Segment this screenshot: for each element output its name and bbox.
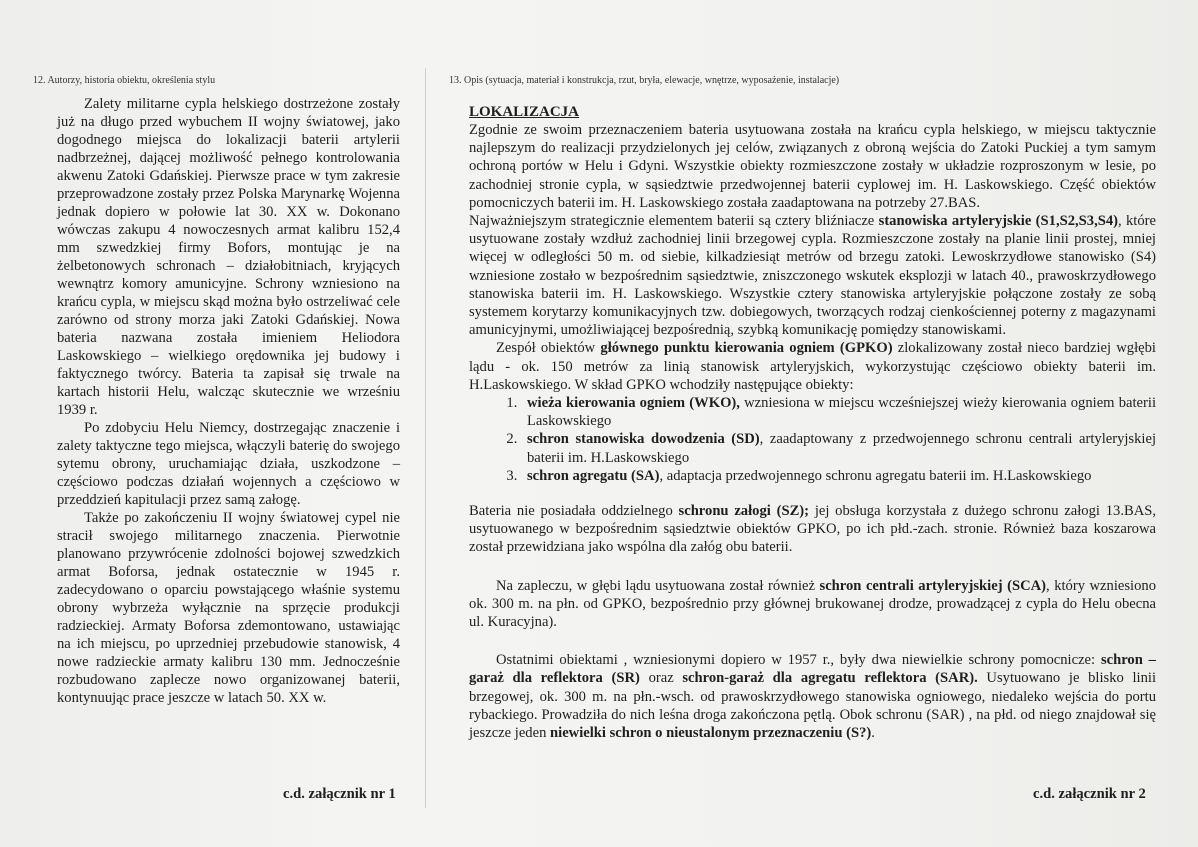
list-item: 3. schron agregatu (SA), adaptacja przedwojennego schronu agregatu baterii im. H.Laskowskiego — [521, 467, 1156, 485]
gun-positions-term: stanowiska artyleryjskie (S1,S2,S3,S4) — [878, 213, 1119, 230]
gpko-paragraph: Zespół obiektów głównego punktu kierowania ogniem (GPKO) zlokalizowany został nieco bardziej wgłębi lądu - ok. 150 metrów za linią stanowisk artyleryjskich, wykorzystując częściowo obiekty baterii im. H.Laskowskiego. W skład GPKO wchodziły następujące obiekty: — [469, 340, 1156, 393]
auxiliary-shelters-paragraph: Ostatnimi obiektami , wzniesionymi dopiero w 1957 r., były dwa niewielkie schrony pomocnicze: schron – garaż dla reflektora (SR) oraz schron-garaż dla agregatu reflektora (SAR). Usytuowano je blisko linii brzegowej, ok. 300 m. na płn.-wsch. od prawoskrzydłowego stanowiska ogniowego, niedaleko wejścia do portu rybackiego. Prowadziła do nich leśna droga zakończona pętlą. Obok schronu (SAR) , na płd. od niego znajdował się jeszcze jeden niewielki schron o nieustalonym przeznaczeniu (S?). — [469, 652, 1156, 742]
left-column-header: 12. Autorzy, historia obiektu, określenia stylu — [33, 75, 216, 86]
history-paragraph: Zalety militarne cypla helskiego dostrzeżone zostały już na długo przed wybuchem II wojny światowej, jako dogodnego miejsca do lokalizacji baterii artylerii nadbrzeżnej, dającej możliwość pełnego kontrolowania akwenu Zatoki Gdańskiej. Pierwsze prace w tym zakresie przeprowadzone zostały przez Polska Marynarkę Wojenna jednak dopiero w połowie lat 30. XX w. Dokonano wówczas zakupu 4 nowoczesnych armat kalibru 152,4 mm szwedzkiej firmy Bofors, montując je na żelbetonowych schronach – działobitniach, kryjących wewnątrz komory amunicyjne. Schrony wzniesiono na krańcu cypla, w miejscu skąd można było ostrzeliwać cele zarówno od strony morza jaki Zatoki Gdańskiej. Nowa bateria nazwana została imieniem Heliodora Laskowskiego – wielkiego orędownika jej budowy i faktycznego twórcy. Bateria ta zapisał się trwale na kartach historii Helu, walcząc skutecznie we wrześniu 1939 r. — [57, 96, 400, 418]
annex-reference-left: c.d. załącznik nr 1 — [283, 786, 396, 802]
gpko-objects-list — [469, 394, 1156, 485]
annex-reference-right: c.d. załącznik nr 2 — [1033, 786, 1146, 802]
history-column — [57, 95, 400, 707]
gpko-term: głównego punktu kierowania ogniem (GPKO) — [600, 340, 893, 357]
history-paragraph: Także po zakończeniu II wojny światowej cypel nie stracił swojego militarnego znaczenia. Pierwotnie planowano przywrócenie zdolności bojowej szwedzkich armat Boforsa, jednak ostatecznie w 1945 r. zadecydowano o oparciu powstającego właśnie systemu obrony wybrzeża wyłącznie na sprzęcie produkcji radzieckiej. Armaty Boforsa zdemontowano, ustawiając na ich miejscu, po uprzedniej przebudowie stanowisk, 4 nowe radzieckie armaty kalibru 130 mm. Jednocześnie rozbudowano zaplecze nowo organizowanej baterii, kontynuując prace jeszcze w latach 50. XX w. — [57, 510, 400, 706]
description-column — [469, 103, 1156, 742]
section-title: LOKALIZACJA — [469, 104, 580, 120]
artillery-central-paragraph: Na zapleczu, w głębi lądu usytuowana został również schron centrali artyleryjskiej (SCA), który wzniesiono ok. 300 m. na płn. od GPKO, bezpośrednio przy głównej brukowanej drodze, prowadzącej z cypla do Helu obecna ul. Kuracyjna). — [469, 577, 1156, 631]
list-item: 1. wieża kierowania ogniem (WKO), wzniesiona w miejscu wcześniejszej wieży kierowania ogniem baterii Laskowskiego — [521, 394, 1156, 430]
right-column-header: 13. Opis (sytuacja, materiał i konstrukcja, rzut, bryła, elewacje, wnętrze, wyposażenie, instalacje) — [449, 75, 840, 86]
location-paragraph: Zgodnie ze swoim przeznaczeniem bateria usytuowana została na krańcu cypla helskiego, w miejscu taktycznie najlepszym do realizacji przydzielonych jej celów, związanych z obroną wejścia do Zatoki Puckiej a tym samym ochroną portów w Helu i Gdyni. Wszystkie obiekty rozmieszczone zostały w układzie rozproszonym w lesie, po zachodniej stronie cypla, w sąsiedztwie przedwojennej baterii cyplowej im. H. Laskowskiego. Część obiektów pomocniczych baterii im. H. Laskowskiego została zaadaptowana na potrzeby 27.BAS. — [469, 122, 1156, 211]
crew-shelter-term: schronu załogi (SZ); — [678, 503, 810, 520]
crew-shelter-paragraph: Bateria nie posiadała oddzielnego schronu załogi (SZ); jej obsługa korzystała z dużego schronu załogi 13.BAS, usytuowanego w bezpośrednim sąsiedztwie obiektów GPKO, po ich płd.-zach. stronie. Również baza koszarowa został przewidziana jako wspólna dla załóg obu baterii. — [469, 503, 1156, 556]
gun-positions-paragraph: Najważniejszym strategicznie elementem baterii są cztery bliźniacze stanowiska artyleryjskie (S1,S2,S3,S4), które usytuowane zostały wzdłuż zachodniej linii brzegowej cypla. Rozmieszczone zostały na planie linii prostej, mniej więcej w odległości 50 m. od siebie, kilkadziesiąt metrów od brzegu zatoki. Lewoskrzydłowe stanowisko (S4) wzniesione zostało w bezpośrednim sąsiedztwie, zniszczonego wskutek eksplozji w latach 40., prawoskrzydłowego stanowiska baterii im. H. Laskowskiego. Wszystkie cztery stanowiska artyleryjskie połączone zostały ze sobą systemem korytarzy komunikacyjnych tzw. dobiegowych, tworzących rodzaj cienkościennej poterny z magazynami amunicyjnymi, umożliwiającej bezpośrednią, szybką komunikację pomiędzy stanowiskami. — [469, 213, 1156, 339]
column-divider — [425, 68, 426, 808]
list-item: 2. schron stanowiska dowodzenia (SD), zaadaptowany z przedwojennego schronu centrali artyleryjskiej baterii im. H.Laskowskiego — [521, 430, 1156, 466]
artillery-central-term: schron centrali artyleryjskiej (SCA) — [819, 577, 1047, 594]
history-paragraph: Po zdobyciu Helu Niemcy, dostrzegając znaczenie i zalety taktyczne tego miejsca, włączyli baterię do swojego sytemu obrony, uruchamiając działa, uszkodzone – częściowo podczas działań wojennych a częściowo w przeddzień kapitulacji przez samą załogę. — [57, 420, 400, 508]
